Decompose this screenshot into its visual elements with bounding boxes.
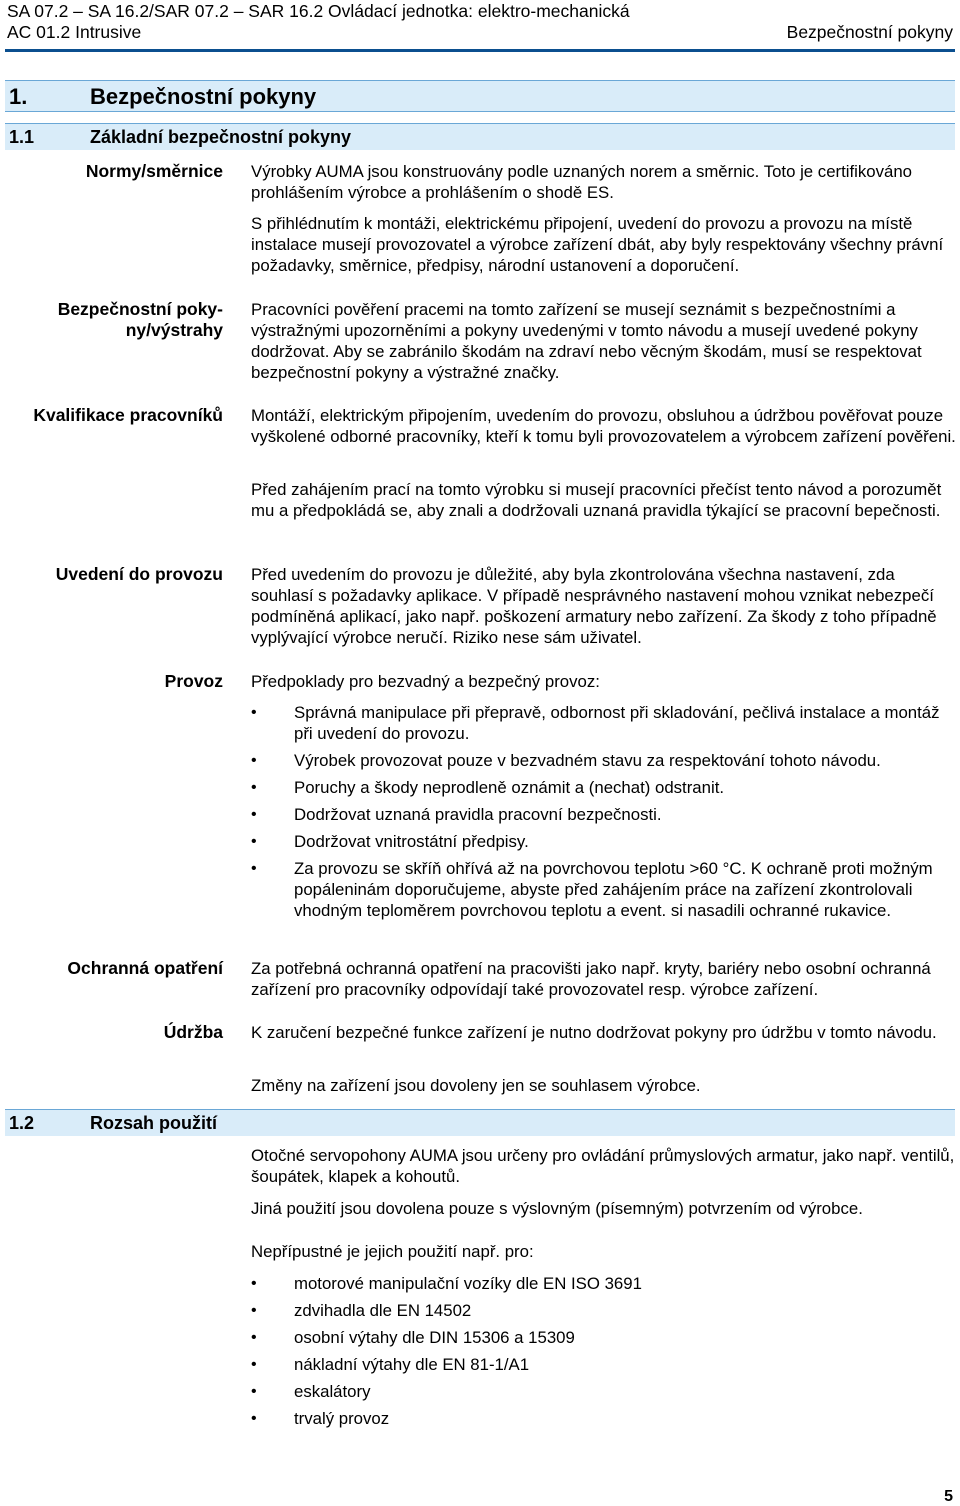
page-number: 5 [944, 1488, 953, 1505]
label-bezpecnostni-line2: ny/výstrahy [125, 320, 223, 340]
label-ochranna: Ochranná opatření [67, 958, 223, 978]
label-provoz: Provoz [164, 671, 223, 691]
list-item: • motorové manipulační vozíky dle EN ISO 3691 [251, 1273, 956, 1294]
header-section-title: Bezpečnostní pokyny [786, 22, 953, 42]
udrzba-paragraph-1: K zaručení bezpečné funkce zařízení je nutno dodržovat pokyny pro údržbu v tomto návodu. [251, 1023, 937, 1042]
list-item: • Za provozu se skříň ohřívá až na povrchovou teplotu >60 °C. K ochraně proti možným popáleninám doporučujeme, abyste před zahájením práce na zařízení zkontrolovali vhodným teploměrem povrchovou teplotu a event. si nasadili ochranné rukavice. [251, 858, 956, 921]
bezpecnostni-paragraph: Pracovníci pověření pracemi na tomto zařízení se musejí seznámit s bezpečnostními a výstražnými upozorněními a pokyny uvedenými v tomto návodu a musejí uvedené pokyny dodržovat. Aby se zabránilo škodám na zdraví nebo věcným škodám, musí se respektovat bezpečnostní pokyny a výstražné značky. [251, 300, 922, 382]
rozsah-paragraph-1: Otočné servopohony AUMA jsou určeny pro ovládání průmyslových armatur, jako např. ventilů, šoupátek, klapek a kohoutů. [251, 1146, 955, 1186]
section-number: 1.2 [9, 1113, 35, 1133]
section-number: 1.1 [9, 127, 35, 147]
udrzba-paragraph-2: Změny na zařízení jsou dovoleny jen se souhlasem výrobce. [251, 1076, 701, 1095]
chapter-title: Bezpečnostní pokyny [90, 84, 317, 109]
list-item: • eskalátory [251, 1381, 956, 1402]
list-item: • nákladní výtahy dle EN 81-1/A1 [251, 1354, 956, 1375]
label-bezpecnostni-line1: Bezpečnostní poky- [57, 299, 223, 319]
uvedeni-paragraph: Před uvedením do provozu je důležité, aby byla zkontrolována všechna nastavení, zda souhlasí s požadavky aplikace. V případě nesprávného nastavení mohou vznikat nebezpečí podmíněná aplikací, jako např. poškození armatury nebo zařízení. Za škody z toho případně vyplývající výrobce neručí. Riziko nese sám uživatel. [251, 565, 937, 647]
list-item: • osobní výtahy dle DIN 15306 a 15309 [251, 1327, 956, 1348]
page-header [7, 0, 953, 52]
list-item: • Výrobek provozovat pouze v bezvadném stavu za respektování tohoto návodu. [251, 750, 956, 771]
header-product-title: SA 07.2 – SA 16.2/SAR 07.2 – SAR 16.2 Ovládací jednotka: elektro-mechanická [7, 1, 630, 21]
kvalifikace-paragraph-1: Montáží, elektrickým připojením, uvedením do provozu, obsluhou a údržbou pověřovat pouze vyškolené odborné pracovníky, kteří k tomu byli provozovatelem a výrobcem zařízení pověřeni. [251, 406, 956, 446]
label-kvalifikace: Kvalifikace pracovníků [33, 405, 223, 425]
rozsah-paragraph-3: Nepřípustné je jejich použití např. pro: [251, 1242, 534, 1261]
label-normy: Normy/směrnice [85, 161, 223, 181]
list-item: • Dodržovat vnitrostátní předpisy. [251, 831, 956, 852]
ochranna-paragraph: Za potřebná ochranná opatření na pracovišti jako např. kryty, bariéry nebo osobní ochranná zařízení pro pracovníky odpovídají také provozovatel resp. výrobce zařízení. [251, 959, 931, 999]
kvalifikace-paragraph-2: Před zahájením prací na tomto výrobku si musejí pracovníci přečíst tento návod a porozumět mu a předpokládá se, aby znali a dodržovali uznaná pravidla týkající se pracovní bepečnosti. [251, 480, 942, 520]
list-item: • Správná manipulace při přepravě, odbornost při skladování, pečlivá instalace a montáž při uvedení do provozu. [251, 702, 956, 744]
rozsah-list [251, 1273, 956, 1435]
rozsah-paragraph-2: Jiná použití jsou dovolena pouze s výslovným (písemným) potvrzením od výrobce. [251, 1199, 863, 1218]
chapter-number: 1. [9, 84, 28, 109]
provoz-intro: Předpoklady pro bezvadný a bezpečný provoz: [251, 672, 600, 691]
section-title: Základní bezpečnostní pokyny [90, 127, 352, 147]
normy-paragraph-1: Výrobky AUMA jsou konstruovány podle uznaných norem a směrnic. Toto je certifikováno prohlášením výrobce a prohlášením o shodě ES. [251, 162, 913, 202]
list-item: • Poruchy a škody neprodleně oznámit a (nechat) odstranit. [251, 777, 956, 798]
list-item: • trvalý provoz [251, 1408, 956, 1429]
chapter-heading [5, 80, 955, 112]
list-item: • zdvihadla dle EN 14502 [251, 1300, 956, 1321]
label-udrzba: Údržba [163, 1022, 223, 1042]
section-heading-1-2 [5, 1109, 955, 1136]
normy-paragraph-2: S přihlédnutím k montáži, elektrickému připojení, uvedení do provozu a provozu na místě instalace musejí provozovatel a výrobce zařízení dbát, aby byly respektovány všechny právní požadavky, směrnice, předpisy, národní ustanovení a doporučení. [251, 214, 944, 275]
header-divider [5, 49, 955, 52]
list-item: • Dodržovat uznaná pravidla pracovní bezpečnosti. [251, 804, 956, 825]
header-product-subtitle: AC 01.2 Intrusive [7, 22, 142, 42]
label-bezpecnostni-pokyny [10, 299, 223, 341]
provoz-list [251, 702, 956, 927]
label-uvedeni: Uvedení do provozu [55, 564, 223, 584]
section-heading-1-1 [5, 123, 955, 150]
section-title: Rozsah použití [90, 1113, 217, 1133]
